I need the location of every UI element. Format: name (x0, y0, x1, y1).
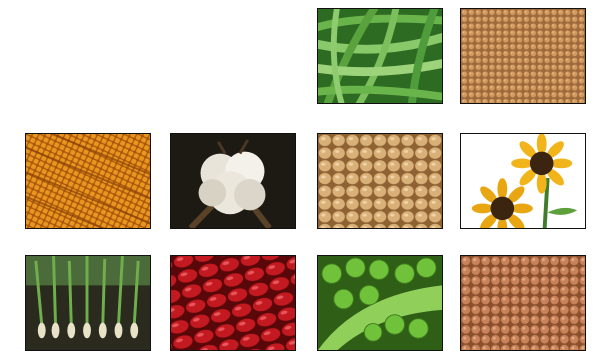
soybean-tile[interactable] (317, 133, 443, 229)
lentil-tile[interactable] (460, 255, 586, 351)
kidney-bean-icon (171, 256, 295, 350)
kidney-bean-tile[interactable] (170, 255, 296, 351)
pea-icon (318, 256, 442, 350)
sunflower-tile[interactable] (460, 133, 586, 229)
cotton-icon (171, 134, 295, 228)
green-bean-icon (318, 9, 442, 103)
lentil-icon (461, 256, 585, 350)
cotton-tile[interactable] (170, 133, 296, 229)
sunflower-icon (461, 134, 585, 228)
corn-icon (26, 134, 150, 228)
onion-seedling-icon (26, 256, 150, 350)
soybean-icon (318, 134, 442, 228)
onion-seedling-tile[interactable] (25, 255, 151, 351)
green-bean-tile[interactable] (317, 8, 443, 104)
mustard-seed-tile[interactable] (460, 8, 586, 104)
mustard-seed-icon (461, 9, 585, 103)
pea-tile[interactable] (317, 255, 443, 351)
corn-tile[interactable] (25, 133, 151, 229)
